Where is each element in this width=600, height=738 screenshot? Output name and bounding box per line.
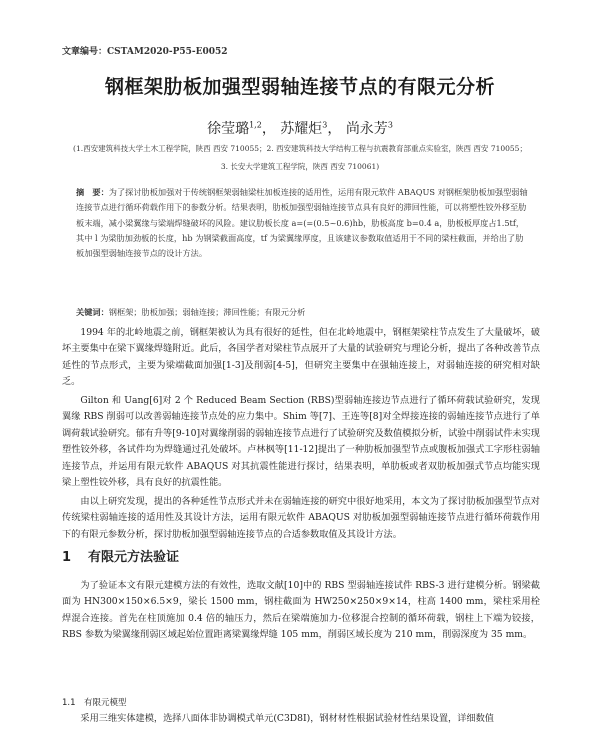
author-affil-mark: 3 bbox=[387, 120, 393, 130]
paper-title: 钢框架肋板加强型弱轴连接节点的有限元分析 bbox=[104, 76, 495, 98]
author-affil-mark: 3 bbox=[322, 120, 328, 130]
body-paragraph: 由以上研究发现，提出的各种延性节点形式并未在弱轴连接的研究中很好地采用，本文为了探讨肋板加强型节点对传统梁柱弱轴连接的适用性及其设计方法，运用有限元软件 ABAQUS 对肋板加强型弱轴连接节点进行循环荷载作用下的有限元参数分析，探讨肋板加强型弱轴连接节点的合适参数取值及其设计方法。 bbox=[62, 496, 540, 540]
section-title: 有限元方法验证 bbox=[88, 550, 180, 565]
body-paragraph: 1994 年的北岭地震之前，钢框架被认为具有很好的延性，但在北岭地震中，钢框架梁柱节点发生了大量破坏，破坏主要集中在梁下翼缘焊缝附近。此后，各国学者对梁柱节点展开了大量的试验研究与理论分析，提出了各种改善节点延性的节点形式，主要为梁端截面加强[1-3]及削弱[4-5]，但研究主要集中在强轴连接上，对弱轴连接的研究相对缺乏。 bbox=[62, 327, 540, 388]
abstract bbox=[76, 185, 528, 261]
abstract-label: 摘 要： bbox=[76, 187, 109, 197]
section-heading bbox=[62, 546, 179, 565]
body-paragraph: 采用三维实体建模，选择八面体非协调模式单元(C3D8I)，钢材材性根据试验材性结果设置，详细数值 bbox=[80, 713, 494, 724]
abstract-text: 为了探讨肋板加强对于传统钢框架弱轴梁柱加板连接的适用性，运用有限元软件 ABAQUS 对钢框架肋板加强型弱轴连接节点进行循环荷载作用下的参数分析。结果表明，肋板加强型弱轴连接节点具有良好的滞回性能，可以将塑性铰外移至肋板末端，减小梁翼缘与梁端焊缝破坏的风险。建议肋板长度 a=(=(0.5~0.6)hb，肋板高度 b=0.4 a，肋板板厚度占1.5tf，其中 l 为梁肋加劲板的长度，hb 为钢梁截面高度，tf 为梁翼缘厚度，且该建议参数取值适用于不同的梁柱截面，并给出了肋板加强型弱轴连接节点的设计方法。 bbox=[76, 187, 528, 259]
affiliation-line: 3. 长安大学建筑工程学院，陕西 西安 710061) bbox=[220, 162, 380, 171]
affiliation-line: (1.西安建筑科技大学土木工程学院，陕西 西安 710055；2. 西安建筑科技大学结构工程与抗震教育部重点实验室，陕西 西安 710055； bbox=[73, 144, 527, 153]
affiliations bbox=[62, 140, 538, 176]
body-paragraph: Gilton 和 Uang[6]对 2 个 Reduced Beam Section (RBS)型弱轴连接边节点进行了循环荷载试验研究，发现翼缘 RBS 削弱可以改善弱轴连接节点处的应力集中。Shim 等[7]、王连等[8]对全焊接连接的弱轴连接节点进行了单调荷载试验研究。郁有升等[9-10]对翼缘削弱的弱轴连接节点进行了试验研究及数值模拟分析，试验中削弱试件未实现塑性铰外移，各试件均为焊缝通过孔处破坏。卢林枫等[11-12]提出了一种肋板加强型节点或腹板加强式工字形柱弱轴连接节点，并运用有限元软件 ABAQUS 对其抗震性能进行探讨，结果表明，单肋板或者双肋板加强式节点均能实现梁上塑性铰外移，具有良好的抗震性能。 bbox=[62, 395, 540, 489]
article-code: 文章编号：CSTAM2020-P55-E0052 bbox=[62, 47, 228, 57]
keywords-label: 关键词： bbox=[76, 307, 109, 317]
keywords bbox=[76, 307, 528, 318]
author-name: 苏耀炬 bbox=[280, 121, 323, 137]
body-paragraph: 为了验证本文有限元建模方法的有效性，选取文献[10]中的 RBS 型弱轴连接试件 RBS-3 进行建模分析。钢梁截面为 HN300×150×6.5×9，梁长 1500 mm，钢柱截面为 HW250×250×9×14，柱高 1400 mm，梁柱采用栓焊混合连接。首先在柱顶施加 0.4 倍的轴压力，然后在梁端施加力-位移混合控制的循环荷载，钢柱上下端为铰接，RBS 参数为梁翼缘削弱区域起始位置距离梁翼缘焊缝 105 mm，削弱区域长度为 210 mm，削弱深度为 35 mm。 bbox=[62, 580, 540, 641]
author-name: 尚永芳 bbox=[345, 121, 388, 137]
section-number: 1 bbox=[62, 550, 72, 565]
author-list: 徐莹璐$^{1,2}$， 苏耀炬$^3$， 尚永芳$^3$ bbox=[207, 120, 393, 137]
subsection-heading: 1.1 有限元模型 bbox=[62, 698, 127, 708]
author-affil-mark: 1,2 bbox=[249, 120, 262, 130]
author-name: 徐莹璐 bbox=[207, 121, 250, 137]
keywords-text: 钢框架；肋板加强；弱轴连接；滞回性能；有限元分析 bbox=[108, 307, 306, 317]
